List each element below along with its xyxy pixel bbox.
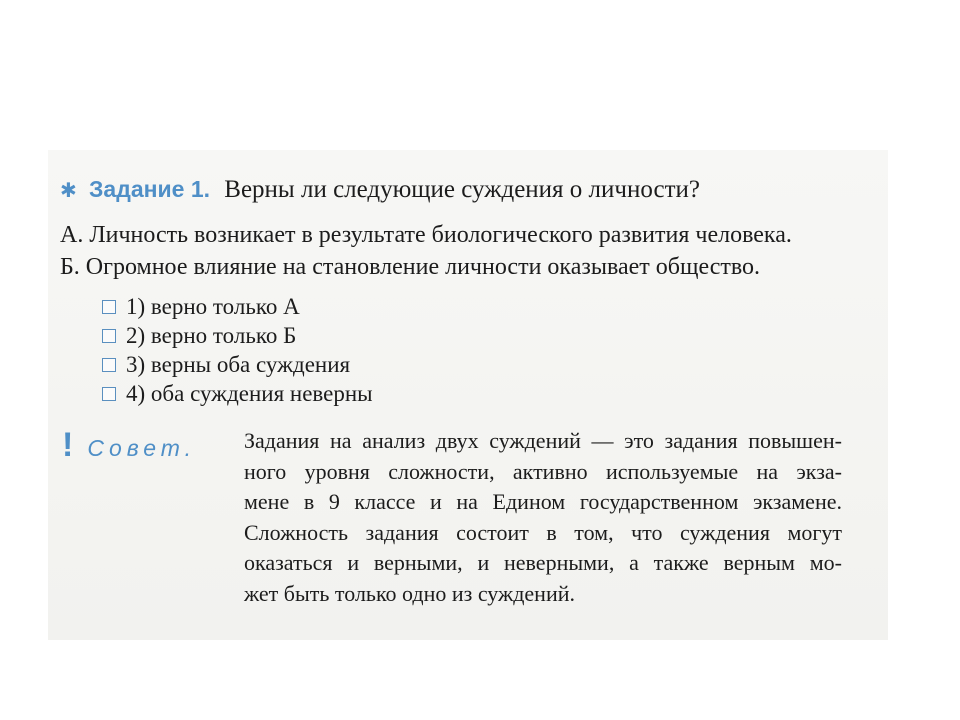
answer-option-4[interactable] (102, 381, 373, 407)
option-label: 3) верны оба суждения (126, 352, 351, 377)
advice-line: Сложность задания состоит в том, что суждения могут (244, 519, 842, 545)
checkbox[interactable] (102, 329, 116, 343)
advice-line: ного уровня сложности, активно используемые на экза- (244, 458, 842, 484)
advice-line: оказаться и верными, и неверными, а также верным мо- (244, 550, 842, 575)
task-heading (60, 176, 700, 204)
advice-line: Задания на анализ двух суждений — это задания повышен- (244, 428, 842, 453)
option-label: 2) верно только Б (126, 323, 297, 348)
statement-b: Б. Огромное влияние на становление личности оказывает общество. (60, 254, 761, 280)
statement-a: А. Личность возникает в результате биологического развития человека. (60, 222, 792, 248)
answer-option-3[interactable] (102, 352, 350, 378)
checkbox[interactable] (102, 358, 116, 372)
exclamation-icon: ! (62, 426, 74, 464)
answer-option-2[interactable] (102, 323, 296, 349)
advice-line: мене в 9 классе и на Едином государственном экзамене. (244, 489, 842, 514)
star-icon: ✱ (60, 178, 77, 202)
checkbox[interactable] (102, 387, 116, 401)
answer-option-1[interactable] (102, 294, 300, 320)
task-label: Задание 1. (89, 176, 211, 202)
checkbox[interactable] (102, 300, 116, 314)
option-label: 4) оба суждения неверны (126, 381, 373, 406)
advice-body (244, 426, 842, 609)
task-question: Верны ли следующие суждения о личности? (224, 176, 700, 203)
advice-heading (62, 426, 196, 465)
advice-line: жет быть только одно из суждений. (244, 580, 575, 606)
advice-title: Совет. (87, 435, 197, 461)
option-label: 1) верно только А (126, 294, 300, 319)
